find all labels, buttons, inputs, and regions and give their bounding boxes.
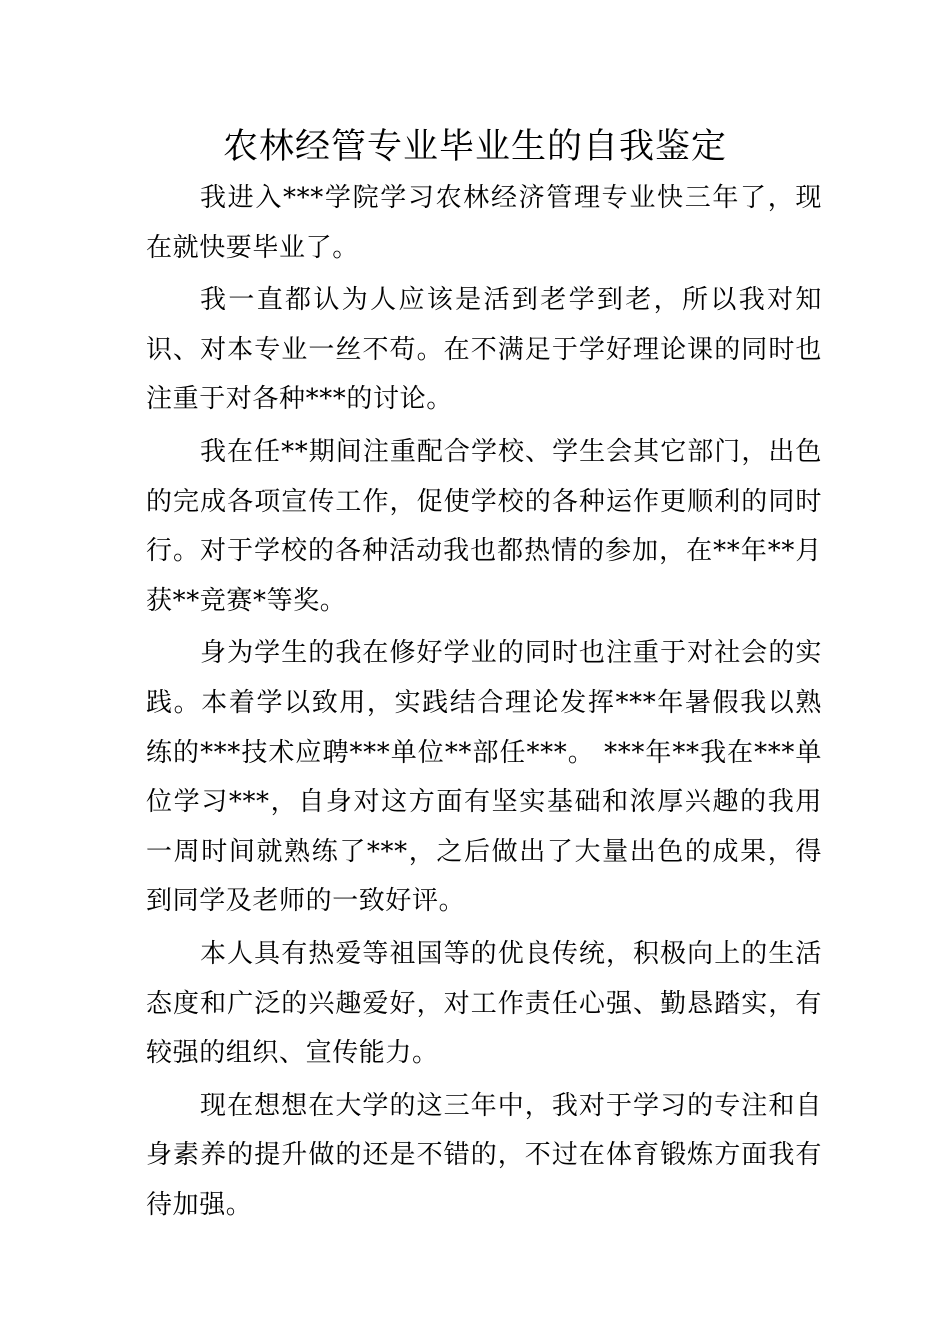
paragraph-2: 我一直都认为人应该是活到老学到老，所以我对知识、对本专业一丝不苟。在不满足于学好理论课的同时也注重于对各种***的讨论。 (146, 285, 822, 415)
paragraph-1: 我进入***学院学习农林经济管理专业快三年了，现在就快要毕业了。 (146, 183, 822, 263)
paragraph-6: 现在想想在大学的这三年中，我对于学习的专注和自身素养的提升做的还是不错的，不过在体育锻炼方面我有待加强。 (146, 1090, 822, 1220)
paragraph-3: 我在任**期间注重配合学校、学生会其它部门，出色的完成各项宣传工作，促使学校的各种运作更顺利的同时行。对于学校的各种活动我也都热情的参加，在**年**月获**竞赛*等奖。 (146, 436, 822, 616)
document-body (146, 174, 822, 1230)
document-title: 农林经管专业毕业生的自我鉴定 (222, 127, 727, 167)
paragraph-5: 本人具有热爱等祖国等的优良传统，积极向上的生活态度和广泛的兴趣爱好，对工作责任心强、勤恳踏实，有较强的组织、宣传能力。 (146, 938, 822, 1069)
paragraph-4: 身为学生的我在修好学业的同时也注重于对社会的实践。本着学以致用，实践结合理论发挥***年暑假我以熟练的***技术应聘***单位**部任***。 ***年**我在***单位学习***，自身对这方面有坚实基础和浓厚兴趣的我用一周时间就熟练了***，之后做出了大量出色的成果，得到同学及老师的一致好评。 (146, 638, 822, 917)
